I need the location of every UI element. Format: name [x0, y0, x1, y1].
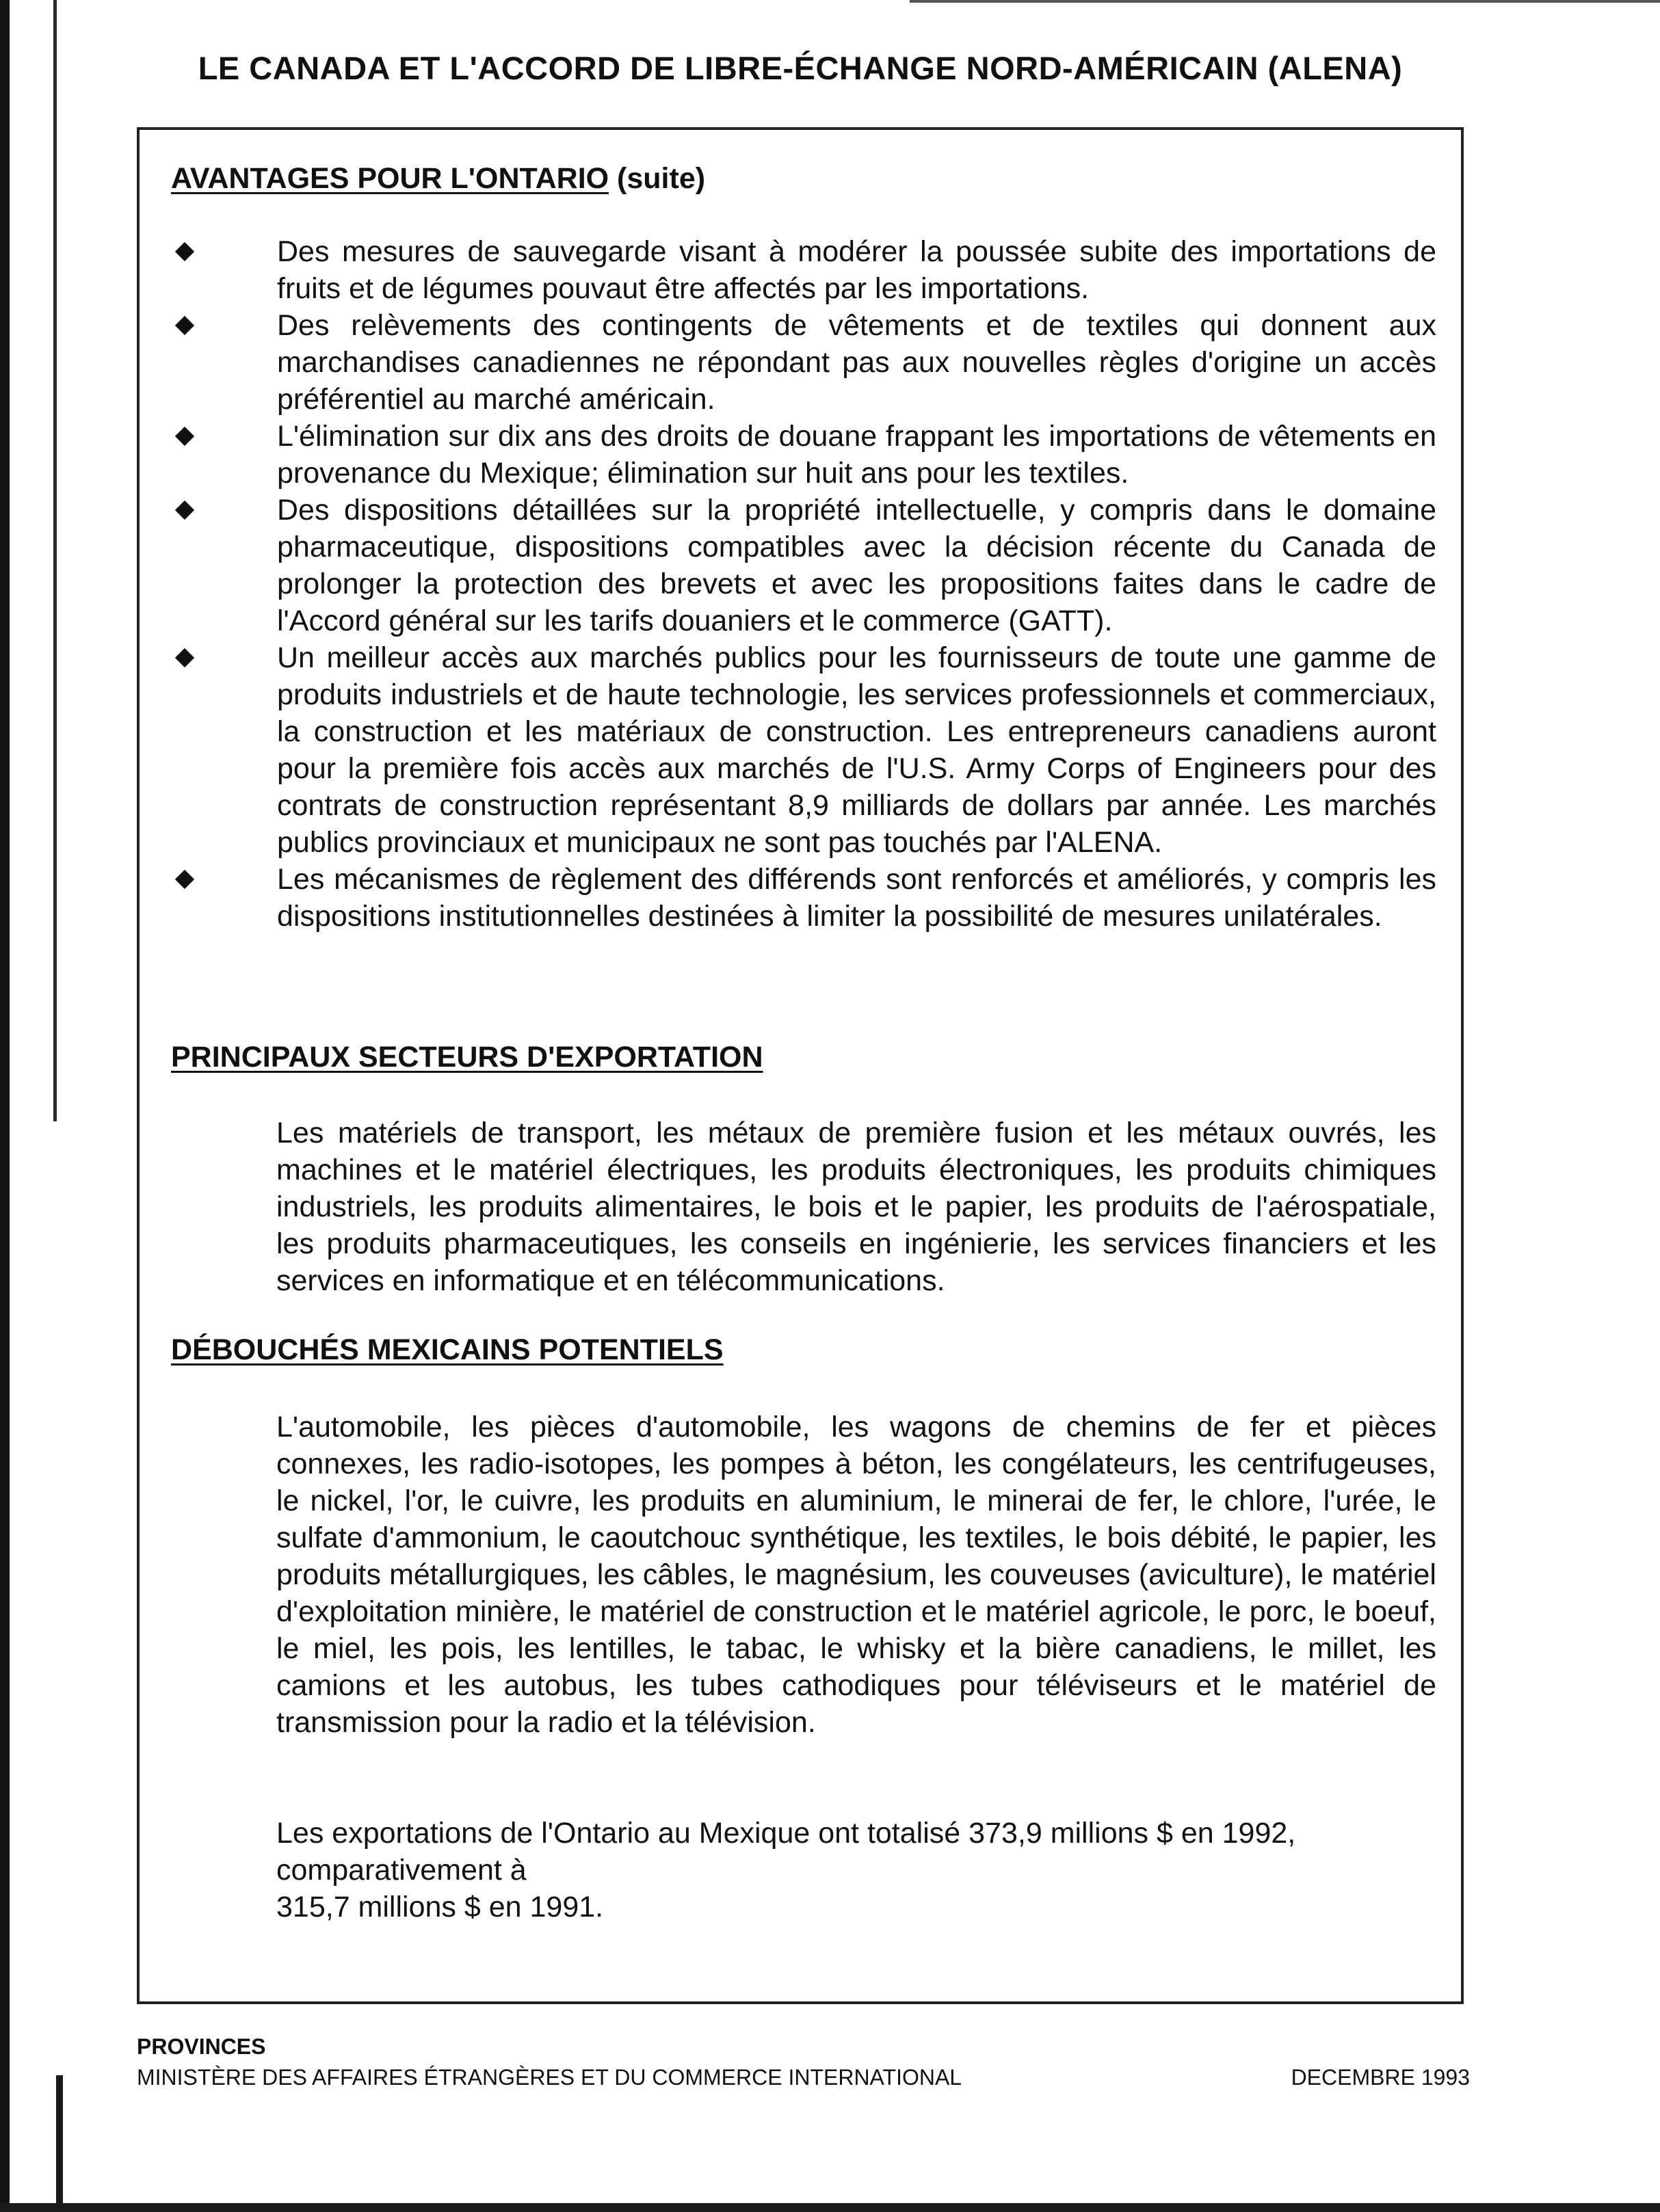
footer-ministry: MINISTÈRE DES AFFAIRES ÉTRANGÈRES ET DU COMMERCE INTERNATIONAL [137, 2065, 962, 2090]
bullet-text: Des dispositions détaillées sur la propriété intellectuelle, y compris dans le domaine pharmaceutique, dispositions compatibles avec la décision récente du Canada de prolonger la protection des brevets et avec les propositions faites dans le cadre de l'Accord général sur les tarifs douaniers et le commerce (GATT). [277, 494, 1436, 637]
exports-line-2: comparativement à [276, 1854, 527, 1887]
avantages-bullet-list [171, 233, 1436, 935]
list-item [171, 307, 1436, 418]
secteurs-paragraph: Les matériels de transport, les métaux de première fusion et les métaux ouvrés, les machines et le matériel électriques, les produits électroniques, les produits chimiques industriels, les produits alimentaires, le bois et le papier, les produits de l'aérospatiale, les produits pharmaceutiques, les conseils en ingénierie, les services financiers et les services en informatique et en télécommunications. [276, 1117, 1436, 1297]
bullet-text: Un meilleur accès aux marchés publics pour les fournisseurs de toute une gamme de produits industriels et de haute technologie, les services professionnels et commerciaux, la construction et les matériaux de construction. Les entrepreneurs canadiens auront pour la première fois accès aux marchés de l'U.S. Army Corps of Engineers pour des contrats de construction représentant 8,9 milliards de dollars par année. Les marchés publics provinciaux et municipaux ne sont pas touchés par l'ALENA. [277, 641, 1436, 859]
footer-date: DECEMBRE 1993 [1291, 2065, 1470, 2090]
debouches-paragraph: L'automobile, les pièces d'automobile, les wagons de chemins de fer et pièces connexes, les radio-isotopes, les pompes à béton, les congélateurs, les centrifugeuses, le nickel, l'or, le cuivre, les produits en aluminium, le minerai de fer, le chlore, l'urée, le sulfate d'ammonium, le caoutchouc synthétique, les textiles, le bois débité, le papier, les produits métallurgiques, les câbles, le magnésium, les couveuses (aviculture), le matériel d'exploitation minière, le matériel de construction et le matériel agricole, le porc, le boeuf, le miel, les pois, les lentilles, le tabac, le whisky et la bière canadiens, le millet, les camions et les autobus, les tubes cathodiques pour téléviseurs et le matériel de transmission pour la radio et la télévision. [276, 1411, 1436, 1739]
section-heading-secteurs-text: PRINCIPAUX SECTEURS D'EXPORTATION [171, 1041, 763, 1074]
section-heading-debouches-text: DÉBOUCHÉS MEXICAINS POTENTIELS [171, 1333, 724, 1366]
scan-edge-inner [53, 0, 57, 1121]
bullet-text: Les mécanismes de règlement des différends sont renforcés et améliorés, y compris les dispositions institutionnelles destinées à limiter la possibilité de mesures unilatérales. [277, 863, 1436, 933]
diamond-bullet-icon [175, 427, 194, 446]
section-heading-debouches [171, 1333, 724, 1367]
diamond-bullet-icon [175, 870, 194, 889]
exports-paragraph [276, 1815, 1436, 1925]
section-heading-avantages-suffix: (suite) [617, 162, 706, 195]
list-item [171, 492, 1436, 639]
diamond-bullet-icon [175, 501, 194, 520]
bullet-text: Des relèvements des contingents de vêtements et de textiles qui donnent aux marchandises canadiennes ne répondant pas aux nouvelles règles d'origine un accès préférentiel au marché américain. [277, 309, 1436, 416]
list-item [171, 639, 1436, 861]
list-item [171, 418, 1436, 492]
bullet-text: Des mesures de sauvegarde visant à modérer la poussée subite des importations de fruits et de légumes pouvaut être affectés par les importations. [277, 235, 1436, 305]
section-heading-avantages [171, 162, 705, 196]
diamond-bullet-icon [175, 316, 194, 335]
list-item [171, 861, 1436, 935]
diamond-bullet-icon [175, 648, 194, 667]
diamond-bullet-icon [175, 242, 194, 261]
scan-edge-bottom [0, 2203, 1660, 2212]
scan-edge-top [910, 0, 1660, 3]
footer-label: PROVINCES [137, 2034, 266, 2059]
scan-edge-left [0, 0, 10, 2212]
exports-line-1: Les exportations de l'Ontario au Mexique ont totalisé 373,9 millions $ en 1992, [276, 1817, 1296, 1850]
exports-line-3: 315,7 millions $ en 1991. [276, 1891, 604, 1923]
scan-edge-bottom-left [56, 2075, 63, 2212]
document-title: LE CANADA ET L'ACCORD DE LIBRE-ÉCHANGE NORD-AMÉRICAIN (ALENA) [198, 50, 1403, 86]
bullet-text: L'élimination sur dix ans des droits de douane frappant les importations de vêtements en provenance du Mexique; élimination sur huit ans pour les textiles. [277, 420, 1436, 490]
list-item [171, 233, 1436, 307]
section-heading-secteurs [171, 1041, 763, 1074]
section-heading-avantages-text: AVANTAGES POUR L'ONTARIO [171, 162, 609, 195]
